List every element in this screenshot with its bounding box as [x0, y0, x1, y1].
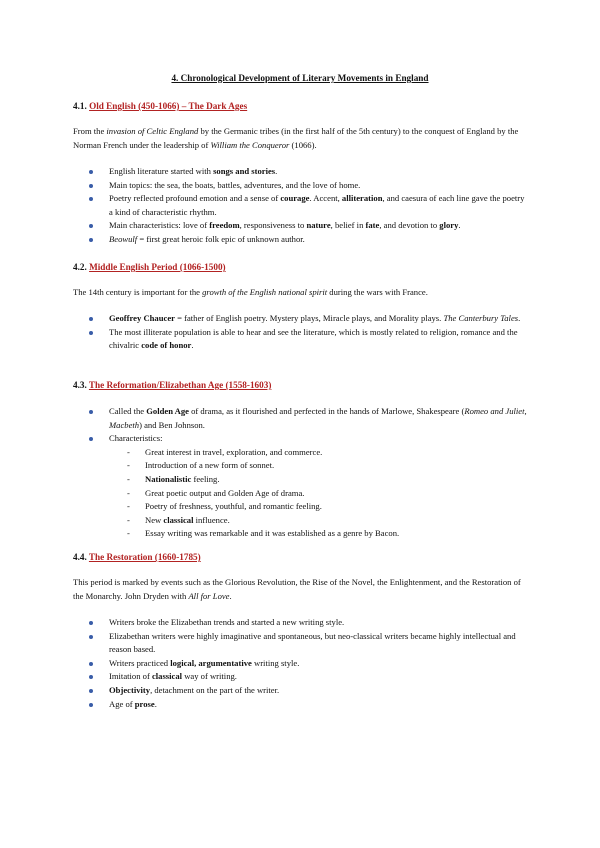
- list-item: Main topics: the sea, the boats, battles, adventures, and the love of home.: [89, 179, 529, 193]
- bullet-icon: [89, 621, 93, 625]
- section-title: Old English (450-1066) – The Dark Ages: [89, 101, 248, 111]
- list-item: The most illiterate population is able to hear and see the literature, which is mostly related to religion, romance and the chivalric code of honor.: [89, 326, 529, 353]
- dash-icon: -: [127, 528, 130, 539]
- bullet-icon: [89, 238, 93, 242]
- bullet-icon: [89, 662, 93, 666]
- bullet-list-elizabethan: [89, 405, 529, 541]
- bullet-icon: [89, 675, 93, 679]
- dash-icon: -: [127, 460, 130, 471]
- dash-icon: -: [127, 487, 130, 498]
- bullet-list-middle-english: [89, 312, 529, 353]
- section-number: 4.3.: [73, 380, 87, 390]
- paragraph-old-english: From the invasion of Celtic England by the Germanic tribes (in the first half of the 5th century) to the conquest of England by the Norman French under the leadership of William the Conqueror (1066).: [73, 126, 519, 150]
- bullet-icon: [89, 410, 93, 414]
- section-number: 4.4.: [73, 552, 87, 562]
- dash-icon: -: [127, 473, 130, 484]
- list-item: Writers practiced logical, argumentative writing style.: [89, 657, 529, 671]
- bullet-icon: [89, 635, 93, 639]
- list-item: - Essay writing was remarkable and it was established as a genre by Bacon.: [109, 527, 529, 541]
- bullet-icon: [89, 197, 93, 201]
- list-item: - Great poetic output and Golden Age of drama.: [109, 487, 529, 501]
- section-title: Middle English Period (1066-1500): [89, 262, 226, 272]
- section-number: 4.1.: [73, 101, 87, 111]
- bullet-list-restoration: [89, 616, 529, 711]
- section-heading-4-1: [73, 101, 247, 111]
- bullet-icon: [89, 331, 93, 335]
- bullet-icon: [89, 317, 93, 321]
- dash-icon: -: [127, 501, 130, 512]
- list-item: Characteristics: - Great interest in travel, exploration, and commerce. - Introduction of a new form of sonnet. - Nationalistic feeling. - Great poetic output and Golden Age of drama. - Poetry of freshness, youthful, and romantic feeling. - New classical influence. - Essay writing was remarkable and it was established as a genre by Bacon.: [89, 432, 529, 541]
- list-item: Writers broke the Elizabethan trends and started a new writing style.: [89, 616, 529, 630]
- list-item: - Introduction of a new form of sonnet.: [109, 459, 529, 473]
- list-item: - Nationalistic feeling.: [109, 473, 529, 487]
- bullet-icon: [89, 184, 93, 188]
- bullet-icon: [89, 689, 93, 693]
- paragraph-middle-english: The 14th century is important for the growth of the English national spirit during the wars with France.: [73, 287, 428, 297]
- bullet-icon: [89, 437, 93, 441]
- bullet-icon: [89, 170, 93, 174]
- list-item: Geoffrey Chaucer = father of English poetry. Mystery plays, Miracle plays, and Morality plays. The Canterbury Tales.: [89, 312, 529, 326]
- list-item: Called the Golden Age of drama, as it flourished and perfected in the hands of Marlowe, Shakespeare (Romeo and Juliet, Macbeth) and Ben Johnson.: [89, 405, 529, 432]
- list-item: English literature started with songs and stories.: [89, 165, 529, 179]
- dash-icon: -: [127, 446, 130, 457]
- bullet-icon: [89, 703, 93, 707]
- list-item: Main characteristics: love of freedom, responsiveness to nature, belief in fate, and devotion to glory.: [89, 219, 529, 233]
- list-item: Beowulf = first great heroic folk epic of unknown author.: [89, 233, 529, 247]
- section-heading-4-4: [73, 552, 201, 562]
- characteristics-list: [109, 446, 529, 541]
- bullet-list-old-english: [89, 165, 529, 247]
- page-title: 4. Chronological Development of Literary Movements in England: [171, 73, 429, 83]
- list-item: - New classical influence.: [109, 514, 529, 528]
- paragraph-restoration: This period is marked by events such as the Glorious Revolution, the Rise of the Novel, the Enlightenment, and the Restoration of the Monarchy. John Dryden with All for Love.: [73, 577, 521, 601]
- list-item: Objectivity, detachment on the part of the writer.: [89, 684, 529, 698]
- list-item: - Great interest in travel, exploration, and commerce.: [109, 446, 529, 460]
- list-item: Age of prose.: [89, 698, 529, 712]
- list-item: Imitation of classical way of writing.: [89, 670, 529, 684]
- list-item: - Poetry of freshness, youthful, and romantic feeling.: [109, 500, 529, 514]
- section-number: 4.2.: [73, 262, 87, 272]
- list-item: Elizabethan writers were highly imaginative and spontaneous, but neo-classical writers became highly intellectual and reason based.: [89, 630, 529, 657]
- bullet-icon: [89, 224, 93, 228]
- section-title: The Reformation/Elizabethan Age (1558-1603): [88, 380, 272, 390]
- dash-icon: -: [127, 514, 130, 525]
- section-title: The Restoration (1660-1785): [88, 552, 201, 562]
- list-item: Poetry reflected profound emotion and a sense of courage. Accent, alliteration, and caesura of each line gave the poetry a kind of characteristic rhythm.: [89, 192, 529, 219]
- section-heading-4-3: [73, 380, 271, 390]
- section-heading-4-2: [73, 262, 226, 272]
